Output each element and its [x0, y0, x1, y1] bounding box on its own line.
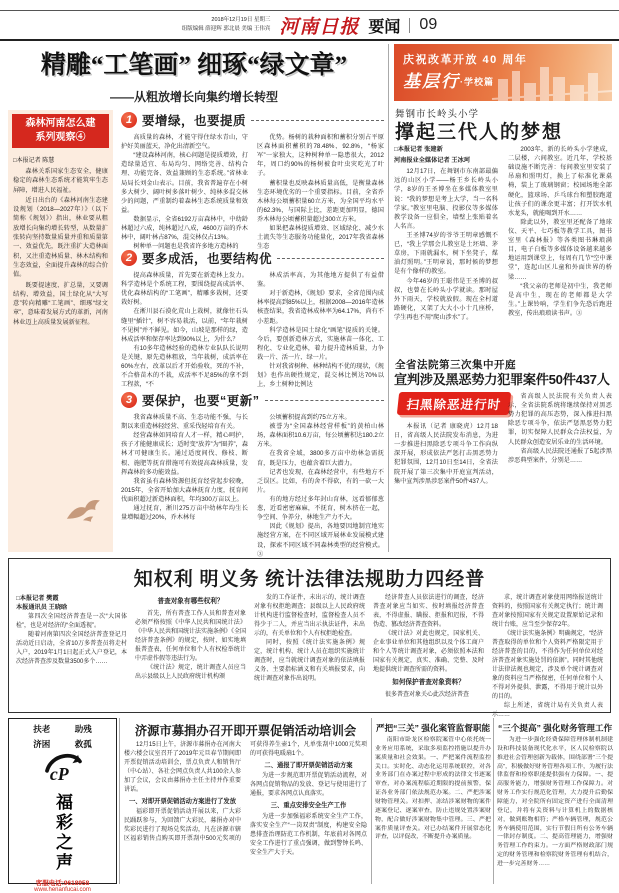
feature-headline: 精雕“工笔画” 细琢“绿文章” — [40, 52, 348, 79]
census-subhead-protection: 如何保护普查对象资料？ — [392, 679, 465, 686]
ad-slogan-4: 救孤 — [74, 739, 92, 749]
census-col4 — [373, 594, 484, 708]
section-2-number-icon: 2 — [121, 250, 137, 266]
census-col5: 求，统计调查对象使用网络报送统计资料的，按照国家有关规定执行；统计调查对象按照国家有关规定设置原始记录和统计台账，应当至少保存2年。 《统计法实施条例》明确规定，“经济普查取得的单位和个人资料严格限定用于经济普查的目的，不得作为任何单位对经济普查对象实施处罚的依据”。同时其他统计法律法规也规定，涉及单个统计调查对象的资料应当严格保密，任何单位和个人不得对外提供、泄露，不得用于统计以外的目的。 综上所述，省统计局有关负责人表示…… — [492, 595, 603, 718]
census-headline: 知权利 明义务 统计法律法规助力四经普 — [133, 569, 486, 590]
section-3-header — [121, 391, 384, 409]
banner-line1: 庆祝改革开放 40 周年 — [403, 54, 528, 66]
section-3-dash-rule — [265, 400, 384, 401]
court-article-col2: 省高级人民法院有关负责人表示，全省法院系统将继续保持对黑恶势力犯罪的高压态势，深入推进扫黑除恶专项斗争，依法严惩黑恶势力犯罪，切实保障人民群众合法权益，为人民群众创造安居乐业的生活环境。 省高级人民法院还通报了5起涉黑涉恶典型案件，分别是…… — [508, 393, 612, 464]
series-title-line1: 森林河南怎么建 — [25, 117, 96, 129]
court-article-col1: 本报讯（记者 康晓虎）12月18日，省高级人民法院发布消息，为进一步推进扫黑除恶专项斗争工作向纵深开展，形成依法严惩打击黑恶势力犯罪氛围，12月10日至14日，全省法院开展了第三次集中开庭宣判活动，集中宣判涉黑涉恶案件50件437人。 — [394, 423, 498, 485]
header-bottom-rule — [0, 39, 619, 41]
census-col2 — [135, 594, 246, 708]
banner-series-name: 基层行 — [403, 72, 460, 91]
case-article-body: 南阳市卧龙区检察院案管中心依托统一业务应用系统，采取多项监控措施以提升办案质量和社会效果。一、严把案件流程监控关口。实时化、动态化运用系统联控，对各业务部门在办案过程中形成的法律文书逐案审查，对办案流程临近期限的提前预警，保证各业务部门依法规范办案。二、严把涉案财物管理关。对扣押、冻结涉案财物的案件逐案登记、逐案审查，防止违规处置涉案财物，配合做好涉案财物集中管理。三、严把案件质量评查关。对已办结案件开展常态化评查，以评促改，不断提升办案质量。 — [375, 737, 491, 841]
census-byline-2: 本报通讯员 王晓晗 — [16, 604, 68, 612]
page-number: 09 — [419, 16, 438, 33]
lottery-logo-icon — [44, 752, 82, 784]
bird-icon — [61, 494, 105, 526]
ad-brand-name: 福彩之声 — [53, 793, 72, 873]
court-article-headline: 宣判涉及黑恶势力犯罪案件50件437人 — [394, 372, 610, 387]
series-title-line2: 系列观察④ — [35, 132, 86, 143]
section-1-col1: 高质量的森林，才能守得住绿水青山，守护好美丽蓝天，净化出清新空气。 “建设森林河南，核心问题是提质增效，打造绿量适宜、布局均匀、网络完善、结构合理、功能完备、效益兼顾的生态系统。”省林业局局长刘金山表示。目前，我省普遍存在小树多大树少、阔叶树多落叶树少、纯林多混交林少的问题，严重制约着森林生态系统质量和效益。 数据显示，全省6192万亩森林中，中幼龄林超过六成，纯林超过八成，4600万亩的乔木林中，阔叶林占87%，混交林仅占13%。 树种单一问题也是我省许多地方造林的 — [121, 134, 248, 251]
case-article-headline: 严把“三关” 强化案管监督职能 — [375, 723, 491, 733]
section-3-body — [121, 413, 384, 558]
section-1-dash-rule — [251, 120, 384, 121]
bottom-divider-1 — [119, 718, 120, 884]
section-2-col1: 提高森林质量，首先要在新造林上发力。科学造林是个系统工程，要围绕提高成活率、优化森林结构的“工笔画”，精雕多栽树，还要栽好树。 在淅川县石漠化荒山上栽树，就像往石头缝里“插针”，树不容易栽活，以前，“年年栽树不见树”并不鲜见。如今，山坡是那样的绿，造林成活率和保存率达到90%以上，为什么？ 有10多年造林经验的造林专业队队长说明是关键，原先造林粗放，当年栽树，成活率在60%左右，改革以后才开始验收，死的不补，不合格苗木的不栽，成活率不足85%的拿不到工程款，“不 — [121, 272, 248, 389]
jiyuan-para-2: 为进一步规范即开票促销活动流程，对各网点促销物品的发放、登记与使用进行了通报，要求各网点认真落实。 — [250, 773, 367, 798]
section-1-body — [121, 133, 384, 251]
section-3-title: 要保护，也要“更新” — [142, 394, 260, 408]
school-byline-2: 河南报业全媒体记者 王冰珂 — [394, 157, 470, 165]
census-col1 — [16, 594, 127, 708]
census-subhead-rights: 普查对象有哪些权利？ — [157, 598, 224, 605]
census-article-box — [8, 558, 611, 718]
ad-url[interactable]: www.henanfucai.com — [34, 887, 91, 893]
series-title-box — [12, 114, 109, 148]
banner-series-sub: ·学校篇 — [460, 77, 494, 87]
school-byline-1: □本报记者 张建新 — [394, 146, 443, 153]
ad-slogan-2: 助残 — [74, 724, 92, 734]
section-1-col2: 优势。杨树的栽种面积和蓄积分别占平原区森林面积蓄积的78.48%、92.8%，“杨家军”一家独大，这种树种单一隐患很大，2012年，周口约90%的杨树被食叶虫灾吃光了叶子。 蓄积量也反映森林质量高低，是衡量森林生态环境优劣的一个重要指标。目前，全省乔木林每公顷蓄积量60立方米，为全国平均水平的62.3%，与国际上比，差距更加明显，德国乔木林每公顷蓄积量超过300立方米。 如果把森林提质增效、区域绿化、减少水土流失等生态服务功能量化，2017年我省森林生态 — [257, 134, 384, 251]
census-byline-1: □本报记者 樊霞 — [16, 595, 59, 602]
school-paragraphs: 12月17日，在舞钢市东南部最偏远的山区小学——杨王乡长岭头小学，8岁的王圣博坐在多媒体教室里说：“我的梦想是考上大学，当一名科学家。”教室里电脑、投影仪等多媒体教学设备一应俱全，墙壁上张贴着名人名言。 王圣博74岁的爷爷王明章感慨不已，“我上学那会儿教室是土坯墙、茅草房，下雨就漏水，树下坐凳子，煤油灯照明。”王明章说，那时候的梦想是有个像样的教室。 今年46岁的王聪伟是王圣博的叔叔，也曾在长岭头小学就读。那时屋外下雨天，学校就放假。现在全村道路硬化，又架了大大小小十几座桥，学生再也不用“爬山涉水”了。 2003年，新的长岭头小学建成，二层楼，六间教室。近几年，学校基础设施不断完善：每间教室里安装了吊扇和照明灯，换上了标准化课桌椅，装上了玻璃钢窗；校园场地全部硬化，篮球场、乒乓球台和塑胶跑道让孩子们的课余更丰富；打开饮水机水龙头，就能喝到开水…… 除此以外，教室里还配备了地球仪、天平、七巧板等教学工具，图书室里《森林报》等各类图书琳琅满目，电子白板等多媒体设备越来越多地运用到课堂上，每周有几节“空中课堂”，连起山区儿童和外面世界的桥梁…… “我父亲的老师是初中生，我老师是高中生，现在的老师都是大学生。”上课铃响，学生们争先恐后跑进教室，传出琅琅读书声。③ — [394, 146, 612, 321]
section-1-number-icon: 1 — [121, 112, 137, 128]
svg-text:cP: cP — [49, 764, 69, 785]
jiyuan-body — [124, 741, 367, 883]
section-3-col1: 我省森林质量不高、生态功能不强，与长期以来重造林轻经营、重采伐轻培育有关。 经营森林如同培育人才一样，精心呵护，孩子才能健康成长；适时变“放养”为“圈养”，森林才可健康生长。通过适度间伐、修枝、断根、施肥等抚育措施可有效提高森林质量，发挥森林的多功能效益。 我省虽有森林资源但抚育经营起步较晚，2015年，全省开始加大森林抚育力度，抚育间伐面积超过新造林面积，年均300万亩以上。 通过抚育，淅川275万亩中幼林年均生长量增幅超过20%，乔木林每 — [121, 414, 248, 522]
date-line: 2018年12月19日 星期三 — [211, 17, 271, 24]
section-2-body — [121, 271, 384, 389]
census-col4-paragraphs-b: 很多普查对象关心此次经济普查 — [385, 691, 470, 698]
anti-crime-campaign-badge: 扫黑除恶进行时 — [397, 392, 511, 415]
main-column-divider — [388, 44, 389, 552]
header-divider — [409, 18, 410, 33]
section-2-title: 要多成活，也要结构优 — [142, 252, 273, 266]
jiyuan-para-3: 为进一步加强福彩系统安全生产工作，落实安全生产“一岗双责”制度，构建安全隐患排查治理防范工作机制，年底前对各网点安全工作进行了重点强调，做到警钟长鸣、安全生产大于天。 — [250, 813, 367, 856]
court-article-kicker: 全省法院第三次集中开庭 — [395, 359, 516, 371]
census-col3: 发的工作证件，未出示的，统计调查对象有权拒绝调查；县级以上人民政府统计机构进行监督检查时，监督检查人员不得少于二人，并应当出示执法证件，未出示的，有关单位和个人有权拒绝检查。 同时，按照《统计法实施条例》规定，统计机构、统计人员在组织实施统计调查时，应当就统计调查对象的依法填报义务、主要指标涵义和有关填报要求，向统计调查对象作出说明。 — [254, 595, 365, 682]
school-article-headline: 撑起三代人的梦想 — [395, 122, 564, 143]
section-3-number-icon: 3 — [121, 392, 137, 408]
census-col2-paragraphs: 首先，所有普查工作人员和普查对象必须严格按照《中华人民共和国统计法》《中华人民共和国统计法实施条例》《全国经济普查条例》的规定，按时、如实地填报普查表，任何单位和个人有权检举统计中弄虚作假等违法行为。 《统计法》规定，统计调查人员应当出示县级以上人民政府统计机构颁 — [135, 610, 247, 680]
finance-article-body: 为进一步强化经费保障管理体制机制建设和科技装备现代化水平，区人民检察院以推进社会管理创新为载体，围绕部署“三个提高”，积极做好财务管理各项工作，为履行法律监督和检察职能提供强有力保障。一、提高服务能力，增强财务管理工作保障力。对财务工作实行规范化管理，大力提升后勤保障能力，对全院所有固定资产进行全面清理登记，并将有关资料与计算机上的数据核对，做到账物相符；严格车辆管理，规范公务车辆使用范围，实行节假日所有公务车辆一律封存制度。二、提高管理能力，增强财务管理工作约束力。一方面严格财政部门规定的财务管理和检察院财务管理有机结合，进一步完善财务…… — [497, 737, 613, 868]
section-1-title: 要增绿，也要提质 — [142, 114, 247, 128]
masthead-logo: 河南日报 — [279, 16, 360, 38]
school-article-kicker: 舞钢市长岭头小学 — [395, 109, 480, 120]
ad-slogan-1: 扶老 — [33, 724, 51, 734]
jiyuan-intro: 12月15日上午，济源市募捐办在河南大楼六楼会议室召开了2019年元旦春节期间即开票促销活动培训会，票点负责人和销售厅（中心站）、各社会网点负责人共100余人参加了会议，会议由募捐办主任主持并作重要讲话。 — [124, 742, 241, 793]
jiyuan-subhead-3: 三、重点安排安全生产工作 — [270, 802, 347, 810]
header-meta — [182, 16, 271, 34]
jiyuan-subhead-2: 二、通报了即开票促销活动方案 — [264, 762, 353, 769]
section-3-col2: 公顷蓄积提高到约75立方米。 被誉为“全国森林经营样板”的黄柏山林场，森林面积10.6万亩，每公顷蓄积达180.2立方米。 在我省全域，3800多万亩中幼林急需抚育，既是压力，也蕴含着巨大潜力。 记者也发现，在森林经营中，有些地方不乏误区。比如，有的舍不得砍，有的一砍一大片。 有的地方经过多年封山育林，远看郁郁葱葱，近看密密麻麻，不抚育，树木挤在一起，争空间、争养分，林地生产力不大。 因此《规划》提出，各地要因地制宜地实施经营方案，在不同区域开展林业发展模式建设，探索不同区域不同森林类型的经营模式。③ — [257, 414, 384, 558]
jiyuan-subhead-1: 一、对即开票促销活动方案进行了发放 — [128, 798, 237, 805]
sidebar-byline: □本报记者 陈慧 — [13, 158, 55, 164]
census-col1-paragraphs: 第四次全国经济普查是一次“大国体检”，也是对经济的“全面透视”。 随着河南第四次全国经济普查登记月活动近日启动，全省10万多普查员将走村入户，2019年1月1日起正式入户登记，本次经济普查涉及数量3500多个…… — [16, 613, 127, 665]
page-header — [0, 13, 619, 37]
sidebar-body: 森林关系国家生态安全，健康稳定的森林生态系统才能筑牢生态屏障，增进人民福祉。 近日出台的《森林河南生态建设规划（2018—2027年）》（以下简称《规划》）指出，林业要从粗放增长向集约增长转型，从数量扩张转向坚持数量质量并重和质量第一、效益优先，既注重扩大造林面积，又注重造林质量、林木结构和生态效益，全面提升森林的综合价值。 既要提速度、扩总量，又要调结构、增效益，国土绿化从“大写意”转向精雕“工笔画”、细琢“绿文章”，意味着发展方式的革新，河南林业迈上高质量发展新征程。 — [13, 168, 108, 326]
census-col4-paragraphs-a: 经济普查人员依法进行的调查，经济普查对象应当如实、按时填报经济普查表，不得虚报、瞒报、拒报和迟报，不得伪造、篡改经济普查资料。 《统计法》对此也规定，国家机关、企业事业单位和其他组织以及个体工商户和个人等统计调查对象，必须依照本法和国家有关规定，真实、准确、完整、及时地提供统计调查所需的资料。 — [373, 595, 484, 673]
bottom-divider-3 — [493, 718, 494, 884]
series-sidebar — [8, 110, 113, 552]
bottom-divider-2 — [371, 718, 372, 884]
section-2-header — [121, 249, 384, 267]
anniversary-banner — [394, 44, 612, 101]
lottery-ad-box — [8, 718, 117, 893]
school-article-body — [394, 145, 612, 352]
ad-slogans — [21, 723, 104, 750]
banner-line2 — [403, 67, 603, 92]
section-2-col2: 林成活率高，为其他地方提供了有益借鉴。 对于新造林，《规划》要求，全省范围内成林率提高到85%以上，根据2008—2016年造林核查结果，我省造林成林率为64.17%，尚有不小差距。 科学造林是国土绿化“画笔”提质的关键。今后，要创新造林方式，实施林苗一体化、工程化、专业化造林，着力提升造林质量，力争栽一片、活一片、绿一片。 针对我省树种、林种结构不优的现状，《规划》也作出硬性规定，混交林比例达70%以上，乡土树种比例达 — [257, 272, 384, 389]
section-1-header — [121, 111, 384, 129]
jiyuan-para-1: 福彩即开票促销活动开展以来，广大彩民踊跃参与，为回馈广大彩民，募捐办对中奖彩民进行了现场兑奖活动，凡在济源市辖区福彩销售点购买即开票刮中500元奖项的可获得养生壶1个，凡单张刮中1000元奖项的可获得电暖扇1个。 — [124, 742, 367, 843]
ad-slogan-3: 济困 — [33, 739, 51, 749]
section-name: 要闻 — [368, 18, 401, 36]
editors-line: 组版编辑 薛迎辉 郭北晨 美编 王伟宾 — [181, 26, 271, 32]
feature-subhead: ——从粗放增长向集约增长转型 — [109, 90, 278, 104]
ad-phone: 客服电话:9618958 — [35, 880, 90, 887]
section-2-dash-rule — [277, 258, 384, 259]
census-columns — [16, 594, 603, 718]
finance-article-headline: “三个提高” 强化财务管理工作 — [497, 723, 613, 733]
jiyuan-headline: 济源市募捐办召开即开票促销活动培训会 — [134, 724, 357, 738]
